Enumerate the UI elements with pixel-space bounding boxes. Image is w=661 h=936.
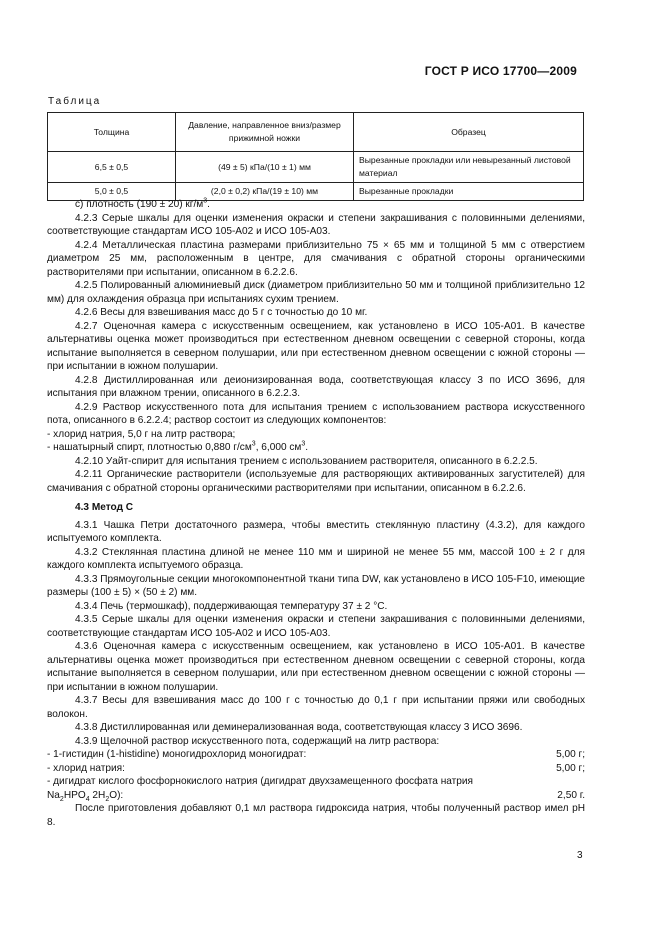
table-header-row bbox=[48, 113, 584, 152]
paragraph: 4.3.7 Весы для взвешивания масс до 100 г с точностью до 0,1 г при испытании пряжи или свободных волокон. bbox=[47, 695, 585, 720]
table-cell: 5,0 ± 0,5 bbox=[48, 183, 176, 201]
document-body bbox=[47, 198, 585, 829]
paragraph: 4.2.7 Оценочная камера с искусственным освещением, как установлено в ИСО 105-А01. В качестве альтернативы оценка может производиться при естественном дневном освещении с северной стороны, когда испытание выполняется в северном полушарии, или при естественном дневном освещении с южной стороны — при испытании в южном полушарии. bbox=[47, 320, 585, 372]
paragraph: 4.2.3 Серые шкалы для оценки изменения окраски и степени закрашивания с половинными делениями, соответствующие стандартам ИСО 105-А02 и ИСО 105-А03. bbox=[47, 212, 585, 237]
list-item bbox=[47, 748, 585, 762]
table-row bbox=[48, 152, 584, 183]
component-label: - 1-гистидин (1-histidine) моногидрохлорид моногидрат: bbox=[47, 749, 307, 760]
table-header-cell: Толщина bbox=[48, 113, 176, 152]
paragraph: 4.2.10 Уайт-спирит для испытания трением с использованием растворителя, описанного в 6.2.2.5. bbox=[75, 455, 538, 467]
table-cell: 6,5 ± 0,5 bbox=[48, 152, 176, 183]
table-header-cell: Давление, направленное вниз/размер прижимной ножки bbox=[176, 113, 354, 152]
paragraph: 4.2.4 Металлическая пластина размерами приблизительно 75 × 65 мм и толщиной 5 мм с отверстием диаметром 25 мм, расположенным в центре, для смачивания с обратной стороны органическими растворителями при испытании, описанном в 6.2.2.6. bbox=[47, 239, 585, 278]
chemical-formula: $Na_2HPO_4$ $2H_2O$): bbox=[47, 789, 124, 803]
table-caption: Таблица bbox=[48, 96, 102, 107]
component-label: - хлорид натрия: bbox=[47, 762, 125, 774]
standard-header: ГОСТ Р ИСО 17700—2009 bbox=[424, 64, 577, 78]
paragraph: 4.3.2 Стеклянная пластина длиной не менее 110 мм и шириной не менее 55 мм, массой 100 ± 2 г для каждого комплекта испытуемого образца. bbox=[47, 546, 585, 571]
component-value: 5,00 г; bbox=[556, 749, 585, 760]
paragraph: 4.2.8 Дистиллированная или деионизированная вода, соответствующая классу 3 по ИСО 3696, для испытания при влажном трении, описанного в 6.2.2.3. bbox=[47, 374, 585, 399]
paragraph: 4.3.1 Чашка Петри достаточного размера, чтобы вместить стеклянную пластину (4.3.2), для каждого испытуемого комплекта. bbox=[47, 519, 585, 544]
list-item: - дигидрат кислого фосфорнокислого натрия (дигидрат двухзамещенного фосфата натрия bbox=[47, 776, 474, 787]
page-number: 3 bbox=[577, 850, 583, 861]
list-item bbox=[47, 762, 585, 776]
specimen-table bbox=[47, 112, 584, 201]
paragraph: 4.3.9 Щелочной раствор искусственного пота, содержащий на литр раствора: bbox=[75, 735, 440, 747]
paragraph: После приготовления добавляют 0,1 мл раствора гидроксида натрия, чтобы полученный раствор имел рН 8. bbox=[47, 803, 585, 828]
paragraph: с) плотность (190 ± 20) $кг/м^3$. bbox=[75, 197, 210, 210]
paragraph: 4.2.6 Весы для взвешивания масс до 5 г с точностью до 10 мг. bbox=[75, 307, 368, 318]
list-item bbox=[47, 789, 585, 803]
list-item: - хлорид натрия, 5,0 г на литр раствора; bbox=[47, 428, 236, 440]
paragraph: 4.2.11 Органические растворители (используемые для растворяющих активированных загустителей) для смачивания с обратной стороны органическими растворителями при испытании, описанном в 6.2.2.6. bbox=[47, 469, 585, 494]
table-cell: Вырезанные прокладки bbox=[354, 183, 584, 201]
list-item: - нашатырный спирт, плотностью 0,880 $г/см^3$, 6,000 $см^3$. bbox=[47, 440, 309, 453]
paragraph: 4.3.5 Серые шкалы для оценки изменения окраски и степени закрашивания с половинными делениями, соответствующие стандартам ИСО 105-А02 и ИСО 105-А03. bbox=[47, 614, 585, 639]
paragraph: 4.3.3 Прямоугольные секции многокомпонентной ткани типа DW, как установлено в ИСО 105-F10, имеющие размеры (100 ± 5) × (50 ± 2) мм. bbox=[47, 573, 585, 598]
paragraph: 4.3.6 Оценочная камера с искусственным освещением, как установлено в ИСО 105-А01. В качестве альтернативы оценка может производиться при естественном дневном освещении с северной стороны, когда испытание выполняется в северном полушарии, или при естественном дневном освещении с южной стороны — при испытании в южном полушарии. bbox=[47, 641, 585, 693]
section-heading: 4.3 Метод С bbox=[75, 502, 134, 513]
paragraph: 4.3.4 Печь (термошкаф), поддерживающая температуру 37 ± 2 °С. bbox=[75, 600, 388, 612]
component-value: 2,50 г. bbox=[557, 789, 585, 801]
table-cell: (2,0 ± 0,2) кПа/(19 ± 10) мм bbox=[176, 183, 354, 201]
paragraph: 4.3.8 Дистиллированная или деминерализованная вода, соответствующая классу 3 ИСО 3696. bbox=[75, 722, 523, 733]
table-cell: Вырезанные прокладки или невырезанный листовой материал bbox=[354, 152, 584, 183]
table-header-cell: Образец bbox=[354, 113, 584, 152]
table-cell: (49 ± 5) кПа/(10 ± 1) мм bbox=[176, 152, 354, 183]
paragraph: 4.2.5 Полированный алюминиевый диск (диаметром приблизительно 50 мм и толщиной приблизительно 12 мм) для охлаждения образца при испытаниях сухим трением. bbox=[47, 280, 585, 305]
component-value: 5,00 г; bbox=[556, 762, 585, 774]
paragraph: 4.2.9 Раствор искусственного пота для испытания трением с использованием раствора искусственного пота, описанного в 6.2.2.4; раствор состоит из следующих компонентов: bbox=[47, 401, 585, 426]
